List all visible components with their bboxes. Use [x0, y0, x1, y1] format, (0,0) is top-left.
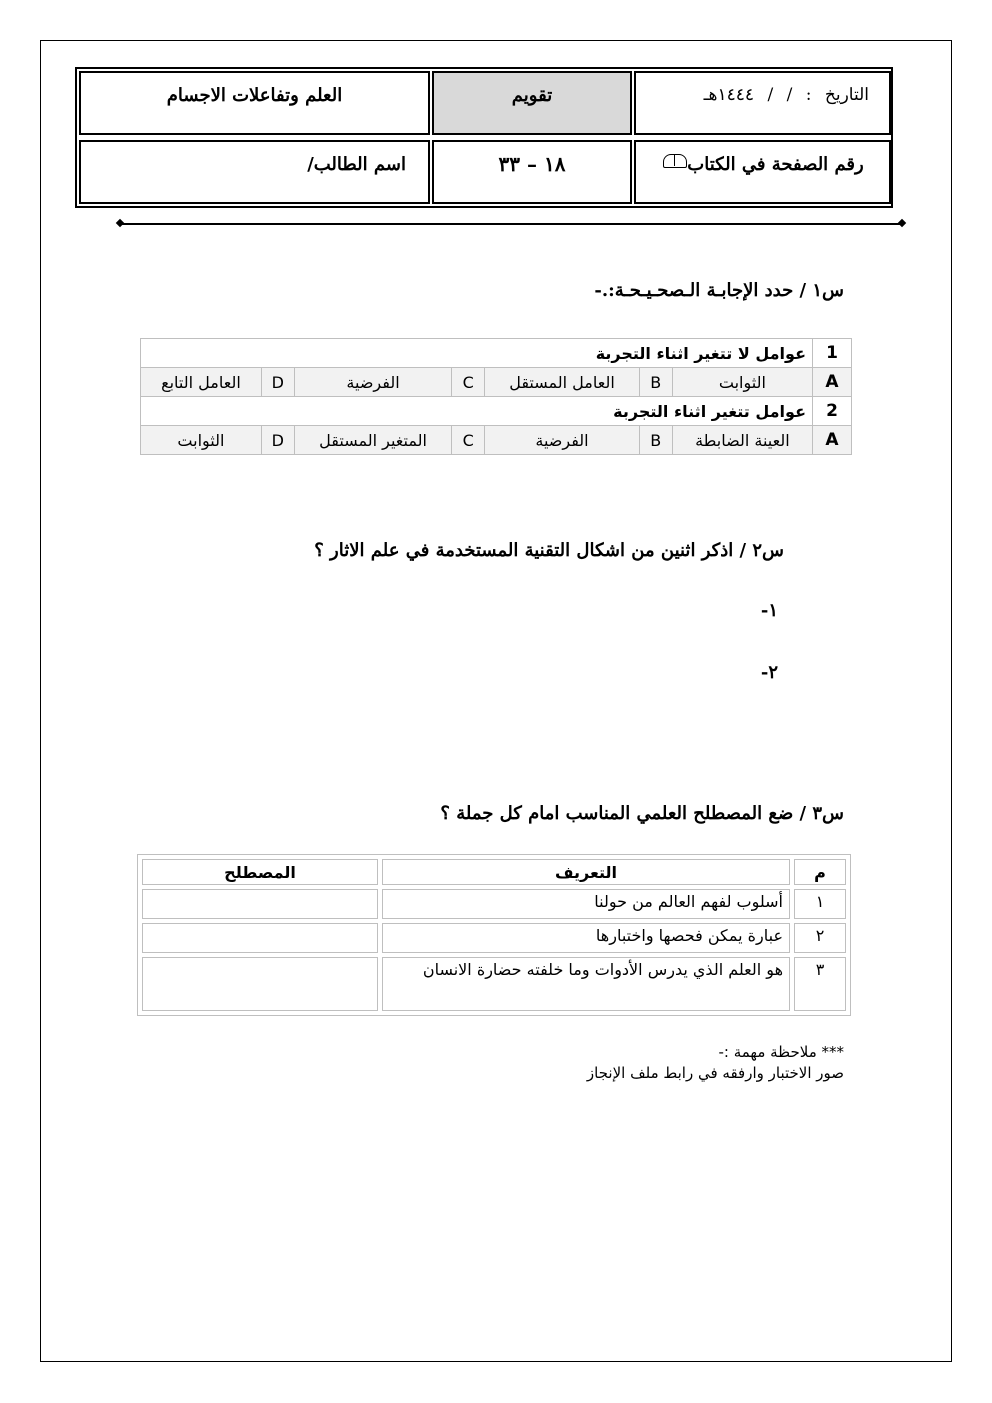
option-letter-b[interactable]: B [639, 368, 672, 397]
option-text[interactable]: الفرضية [485, 426, 640, 455]
table-row [142, 957, 846, 1011]
question-number: 2 [813, 397, 852, 426]
book-icon [663, 154, 687, 168]
question-stem: عوامل لا تتغير اثناء التجربة [141, 339, 813, 368]
header-definition: التعريف [382, 859, 790, 885]
options-row [141, 368, 852, 397]
page-frame [40, 40, 952, 1362]
option-letter-c[interactable]: C [452, 368, 485, 397]
options-row [141, 426, 852, 455]
row-index: ٢ [794, 923, 846, 953]
date-cell: التاريخ : / / ١٤٤٤هـ [634, 71, 891, 135]
question-number: 1 [813, 339, 852, 368]
option-text[interactable]: الفرضية [294, 368, 451, 397]
term-answer-cell[interactable] [142, 923, 378, 953]
q2-title: س٢ / اذكر اثنين من اشكال التقنية المستخدمة في علم الاثار ؟ [314, 540, 784, 561]
q1-title: س١ / حدد الإجابـة الـصحـيـحـة:.- [594, 280, 844, 301]
q1-table [140, 338, 852, 455]
note-text: صور الاختبار وارفقه في رابط ملف الإنجاز [586, 1064, 844, 1082]
header-index: م [794, 859, 846, 885]
activity-cell: تقويم [432, 71, 632, 135]
option-letter-d[interactable]: D [261, 426, 294, 455]
row-definition: أسلوب لفهم العالم من حولنا [382, 889, 790, 919]
term-answer-cell[interactable] [142, 957, 378, 1011]
note [587, 1042, 844, 1084]
question-row [141, 339, 852, 368]
option-letter-a[interactable]: A [813, 426, 852, 455]
question-stem: عوامل تتغير اثناء التجربة [141, 397, 813, 426]
answer-line-1[interactable]: ١- [760, 600, 778, 621]
answer-line-2[interactable]: ٢- [760, 662, 778, 683]
q3-title: س٣ / ضع المصطلح العلمي المناسب امام كل جملة ؟ [440, 803, 844, 824]
option-text[interactable]: المتغير المستقل [294, 426, 451, 455]
header-term: المصطلح [142, 859, 378, 885]
option-text[interactable]: الثوابت [141, 426, 262, 455]
option-letter-a[interactable]: A [813, 368, 852, 397]
q3-table [137, 854, 851, 1016]
note-heading: *** ملاحظة مهمة :- [718, 1043, 844, 1061]
row-definition: هو العلم الذي يدرس الأدوات وما خلفته حضارة الانسان [382, 957, 790, 1011]
row-index: ١ [794, 889, 846, 919]
option-text[interactable]: العامل المستقل [485, 368, 640, 397]
option-letter-c[interactable]: C [452, 426, 485, 455]
page-label-cell: رقم الصفحة في الكتاب [634, 140, 891, 204]
option-text[interactable]: العامل التابع [141, 368, 262, 397]
subject-cell: العلم وتفاعلات الاجسام [79, 71, 430, 135]
table-row [142, 889, 846, 919]
question-row [141, 397, 852, 426]
row-definition: عبارة يمكن فحصها واختبارها [382, 923, 790, 953]
header-table [75, 67, 893, 208]
option-text[interactable]: العينة الضابطة [672, 426, 812, 455]
row-index: ٣ [794, 957, 846, 1011]
table-header-row [142, 859, 846, 885]
table-row [142, 923, 846, 953]
option-text[interactable]: الثوابت [672, 368, 812, 397]
pages-cell: ١٨ – ٣٣ [432, 140, 632, 204]
student-name-cell[interactable]: اسم الطالب/ [79, 140, 430, 204]
divider [120, 223, 902, 225]
term-answer-cell[interactable] [142, 889, 378, 919]
option-letter-b[interactable]: B [639, 426, 672, 455]
option-letter-d[interactable]: D [261, 368, 294, 397]
